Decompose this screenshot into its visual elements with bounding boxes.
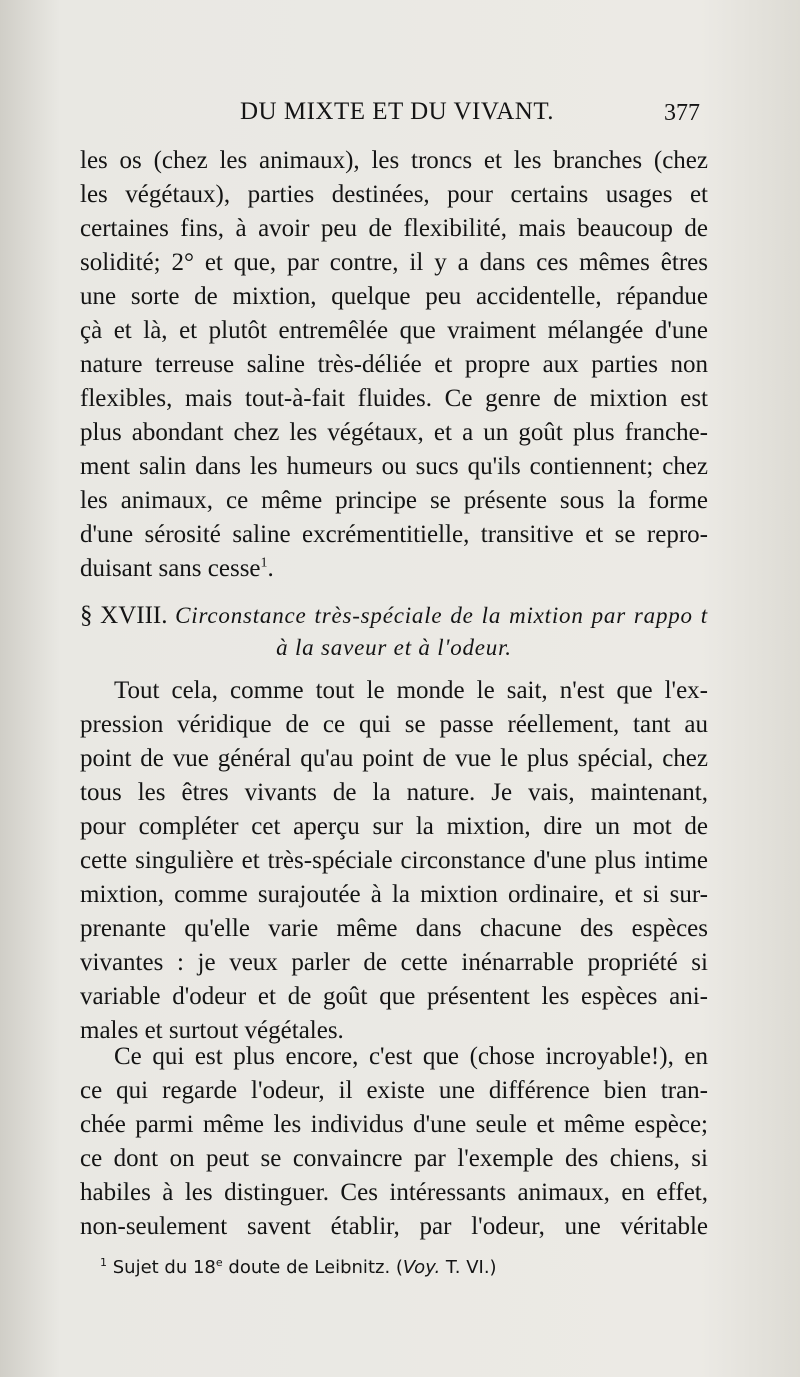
text-line: certaines fins, à avoir peu de flexibilité, mais beaucoup de (80, 215, 708, 242)
paragraph-3 (80, 1040, 708, 1244)
text-line: plus abondant chez les végétaux, et a un goût plus franche- (80, 419, 708, 446)
text-line: males et surtout végétales. (80, 1017, 344, 1044)
text-line: les végétaux), parties destinées, pour certains usages et (80, 181, 708, 208)
footnote-text: Sujet du 18 (112, 1257, 216, 1278)
footnote-text: doute de Leibnitz. ( (222, 1257, 403, 1278)
footnote-reference: Voy. (402, 1257, 441, 1278)
text-line: ce qui regarde l'odeur, il existe une différence bien tran- (80, 1077, 708, 1104)
text-line: Tout cela, comme tout le monde le sait, n'est que l'ex- (114, 677, 708, 704)
text-line: non-seulement savent établir, par l'odeur, une véritable (80, 1213, 708, 1240)
text-line: mixtion, comme surajoutée à la mixtion ordinaire, et si sur- (80, 881, 708, 908)
text-line: point de vue général qu'au point de vue le plus spécial, chez (80, 745, 708, 772)
text-line: pression véridique de ce qui se passe réellement, tant au (80, 711, 708, 738)
text-line: cette singulière et très-spéciale circonstance d'une plus intime (80, 847, 708, 874)
section-title: Circonstance très-spéciale de la mixtion par rappo t (175, 603, 709, 628)
paragraph-2 (80, 674, 708, 1048)
text-line: variable d'odeur et de goût que présentent les espèces ani- (80, 983, 708, 1010)
footnote-ordinal: e (215, 1256, 223, 1269)
section-heading-line (80, 632, 708, 664)
text-line: les animaux, ce même principe se présente sous la forme (80, 487, 708, 514)
text-line: pour compléter cet aperçu sur la mixtion, dire un mot de (80, 813, 708, 840)
text-line: ce dont on peut se convaincre par l'exemple des chiens, si (80, 1145, 708, 1172)
text-line: Ce qui est plus encore, c'est que (chose incroyable!), en (114, 1043, 708, 1070)
text-fragment: duisant sans cesse (80, 555, 261, 582)
running-title: DU MIXTE ET DU VIVANT. (240, 98, 554, 125)
text-line: çà et là, et plutôt entremêlée que vraiment mélangée d'une (80, 317, 708, 344)
footnote-marker[interactable]: 1 (260, 555, 268, 571)
section-number: § XVIII. (80, 602, 168, 629)
page-header (0, 98, 800, 138)
footnote-number: 1 (100, 1256, 107, 1269)
text-line: solidité; 2° et que, par contre, il y a dans ces mêmes êtres (80, 249, 708, 276)
text-line: prenante qu'elle varie même dans chacune des espèces (80, 915, 708, 942)
paragraph-1 (80, 144, 708, 586)
section-heading-line (80, 600, 708, 632)
section-title-continued: à la saveur et à l'odeur. (276, 635, 512, 660)
page-number: 377 (664, 100, 700, 126)
text-line: chée parmi même les individus d'une seule et même espèce; (80, 1111, 708, 1138)
text-line: tous les êtres vivants de la nature. Je vais, maintenant, (80, 779, 708, 806)
text-line: flexibles, mais tout-à-fait fluides. Ce genre de mixtion est (80, 385, 708, 412)
text-line: nature terreuse saline très-déliée et propre aux parties non (80, 351, 708, 378)
section-heading (80, 600, 708, 664)
text-line: vivantes : je veux parler de cette inénarrable propriété si (80, 949, 708, 976)
footnote (100, 1257, 497, 1278)
text-line: les os (chez les animaux), les troncs et les branches (chez (80, 147, 708, 174)
text-line: d'une sérosité saline excrémentitielle, transitive et se repro- (80, 521, 708, 548)
text-line: une sorte de mixtion, quelque peu accidentelle, répandue (80, 283, 708, 310)
footnote-text: T. VI.) (440, 1257, 497, 1278)
text-line: duisant sans cesse$^1$. (80, 555, 274, 582)
text-line: ment salin dans les humeurs ou sucs qu'ils contiennent; chez (80, 453, 708, 480)
text-line: habiles à les distinguer. Ces intéressants animaux, en effet, (80, 1179, 708, 1206)
